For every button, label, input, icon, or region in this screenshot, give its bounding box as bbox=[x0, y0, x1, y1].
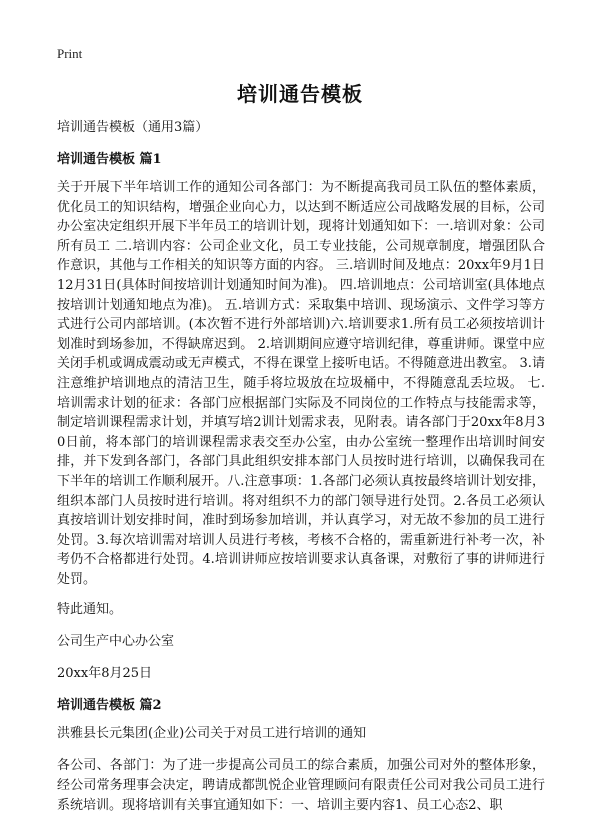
section-1-heading: 培训通告模板 篇1 bbox=[57, 152, 162, 167]
section-2-heading: 培训通告模板 篇2 bbox=[57, 698, 162, 714]
section-1-closing: 特此通知。 bbox=[57, 602, 123, 618]
section-1-signature: 公司生产中心办公室 bbox=[57, 634, 175, 650]
page-title: 培训通告模板 bbox=[237, 82, 363, 106]
document-body bbox=[57, 118, 545, 826]
section-1-date: 20xx年8月25日 bbox=[57, 666, 153, 682]
section-1-body: 关于开展下半年培训工作的通知公司各部门：为不断提高我司员工队伍的整体素质，优化员工的知识结构，增强企业向心力，以达到不断适应公司战略发展的目标，公司办公室决定组织开展下半年员工的培训计划，现将计划通知如下：一.培训对象：公司所有员工 二.培训内容：公司企业文化，员工专业技能，公司规章制度，增强团队合作意识，其他与工作相关的知识等方面的内容。 三.培训时间及地点：20xx年9月1日12月31日(具体时间按培训计划通知时间为准)。 四.培训地点：公司培训室(具体地点按培训计划通知地点为准)。 五.培训方式：采取集中培训、现场演示、文件学习等方式进行公司内部培训。(本次暂不进行外部培训)六.培训要求1.所有员工必须按培训计划准时到场参加，不得缺席迟到。 2.培训期间应遵守培训纪律，尊重讲师。课堂中应关闭手机或调成震动或无声模式，不得在课堂上接听电话。不得随意进出教室。 3.请注意维护培训地点的清洁卫生，随手将垃圾放在垃圾桶中，不得随意乱丢垃圾。 七.培训需求计划的征求：各部门应根据部门实际及不同岗位的工作特点与技能需求等，制定培训课程需求计划，并填写培2训计划需求表，见附表。请各部门于20xx年8月30日前，将本部门的培训课程需求表交至办公室，由办公室统一整理作出培训时间安排，并下发到各部门，各部门具此组织安排本部门人员按时进行培训，以确保我司在下半年的培训工作顺利展开。八.注意事项：1.各部门必须认真按最终培训计划安排，组织本部门人员按时进行培训。将对组织不力的部门领导进行处罚。2.各员工必须认真按培训计划安排时间，准时到场参加培训，并认真学习，对无故不参加的员工进行处罚。3.每次培训需对培训人员进行考核，考核不合格的，需重新进行补考一次，补考仍不合格都进行处罚。4.培训讲师应按培训要求认真备课，对敷衍了事的讲师进行处罚。 bbox=[57, 180, 545, 587]
print-link[interactable]: Print bbox=[57, 46, 83, 61]
section-2-body: 各公司、各部门：为了进一步提高公司员工的综合素质，加强公司对外的整体形象，经公司常务理事会决定，聘请成都凯悦企业管理顾问有限责任公司对我公司员工进行系统培训。现将培训有关事宜通知如下：一、培训主要内容1、员工心态2、职 bbox=[57, 758, 545, 813]
document-subtitle: 培训通告模板（通用3篇） bbox=[57, 120, 209, 135]
section-2-notice-title: 洪雅县长元集团(企业)公司关于对员工进行培训的通知 bbox=[57, 726, 367, 742]
